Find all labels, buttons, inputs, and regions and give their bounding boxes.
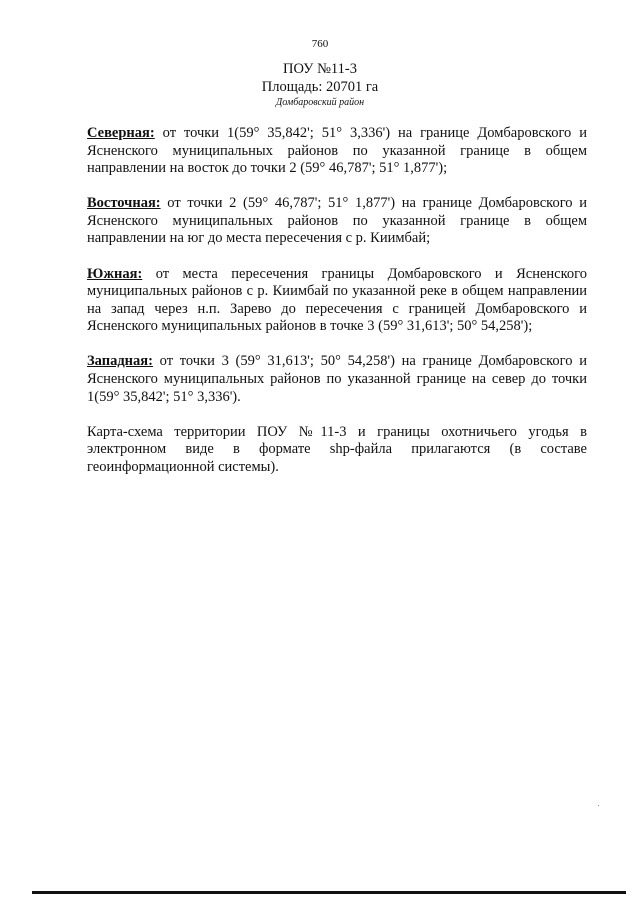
section-text-east: от точки 2 (59° 46,787'; 51° 1,877') на границе Домбаровского и Ясненского муниципальных районов по указанной границе в общем направлении на юг до места пересечения с р. Киимбай; — [87, 195, 587, 247]
section-heading-west: Западная: — [87, 353, 153, 370]
boundary-description — [87, 125, 587, 494]
section-north — [87, 125, 587, 178]
document-title: ПОУ №11-3 — [283, 61, 357, 77]
section-text-west: от точки 3 (59° 31,613'; 50° 54,258') на границе Домбаровского и Ясненского муниципальных районов по указанной границе на север до точки 1(59° 35,842'; 51° 3,336'). — [87, 353, 587, 405]
district-line: Домбаровский район — [275, 97, 365, 108]
section-east — [87, 195, 587, 248]
section-text-south: от места пересечения границы Домбаровского и Ясненского муниципальных районов с р. Киимбай по указанной реке в общем направлении на запад через н.п. Зарево до пересечения с границей Домбаровского и Ясненского муниципальных районов в точке 3 (59° 31,613'; 50° 54,258'); — [87, 265, 587, 335]
section-text-north: от точки 1(59° 35,842'; 51° 3,336') на границе Домбаровского и Ясненского муниципальных районов по указанной границе в общем направлении на восток до точки 2 (59° 46,787'; 51° 1,877'); — [87, 125, 587, 177]
bottom-rule — [32, 891, 626, 894]
section-heading-east: Восточная: — [87, 195, 161, 212]
section-south — [87, 266, 587, 336]
section-heading-north: Северная: — [87, 125, 155, 141]
scan-speck — [598, 805, 599, 806]
closing-paragraph: Карта-схема территории ПОУ №11-3 и границы охотничьего угодья в электронном виде в формате shp-файла прилагаются (в составе геоинформационной системы). — [87, 423, 587, 475]
section-west — [87, 353, 587, 406]
area-line: Площадь: 20701 га — [261, 79, 379, 95]
section-heading-south: Южная: — [87, 265, 143, 282]
page-number: 760 — [311, 38, 329, 50]
